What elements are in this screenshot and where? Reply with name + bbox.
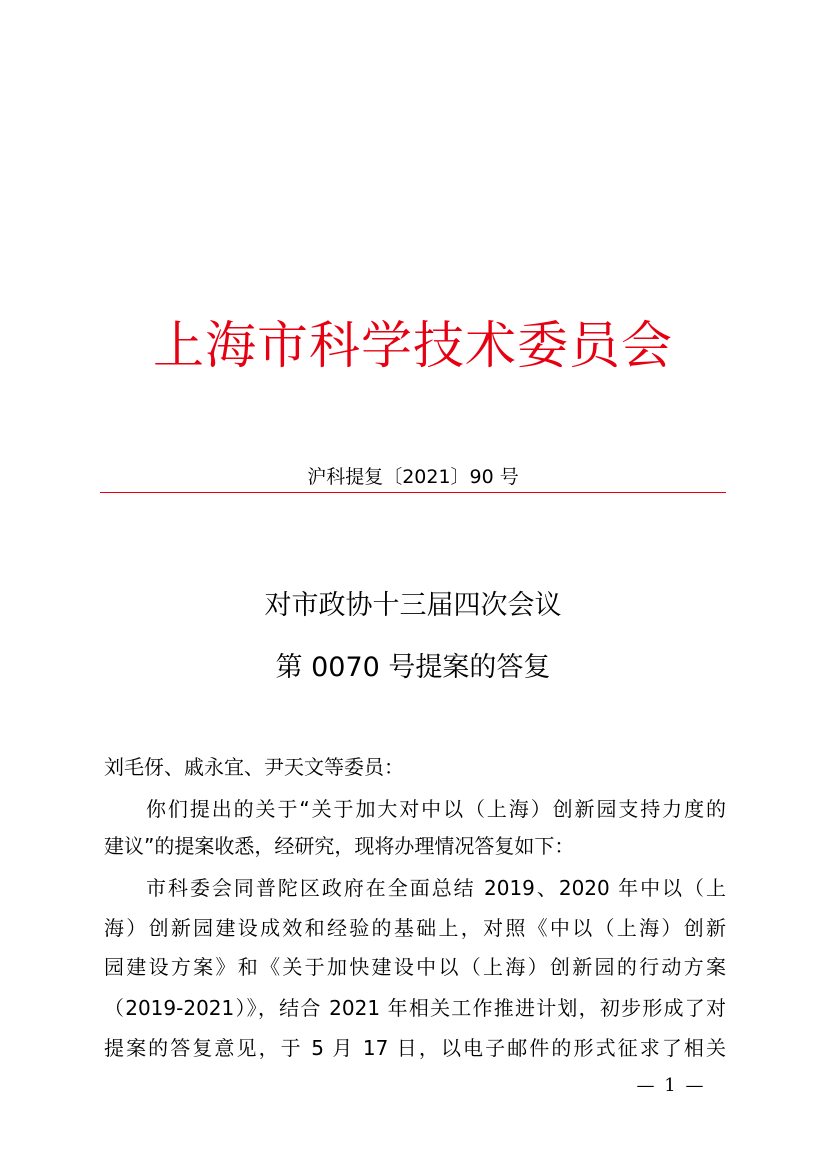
document-number: 沪科提复〔2021〕90 号 — [307, 466, 519, 488]
body-line: （2019-2021）》，结合 2021 年相关工作推进计划，初步形成了对 — [104, 996, 726, 1020]
body-line: 你们提出的关于“关于加大对中以（上海）创新园支持力度的 — [146, 797, 726, 821]
document-heading-line-2: 第 0070 号提案的答复 — [275, 652, 551, 683]
organization-title: 上海市科学技术委员会 — [152, 317, 673, 376]
salutation: 刘毛伢、戚永宜、尹天文等委员： — [104, 755, 404, 779]
red-divider-line — [100, 492, 726, 493]
page-number: — 1 — — [636, 1075, 706, 1096]
body-line: 提案的答复意见，于 5 月 17 日，以电子邮件的形式征求了相关 — [104, 1036, 726, 1060]
body-line: 建议”的提案收悉，经研究，现将办理情况答复如下： — [104, 834, 575, 858]
body-line: 海）创新园建设成效和经验的基础上，对照《中以（上海）创新 — [104, 916, 726, 940]
body-line: 园建设方案》和《关于加快建设中以（上海）创新园的行动方案 — [104, 955, 726, 979]
document-heading-line-1: 对市政协十三届四次会议 — [264, 590, 562, 621]
body-line: 市科委会同普陀区政府在全面总结 2019、2020 年中以（上 — [146, 876, 726, 900]
